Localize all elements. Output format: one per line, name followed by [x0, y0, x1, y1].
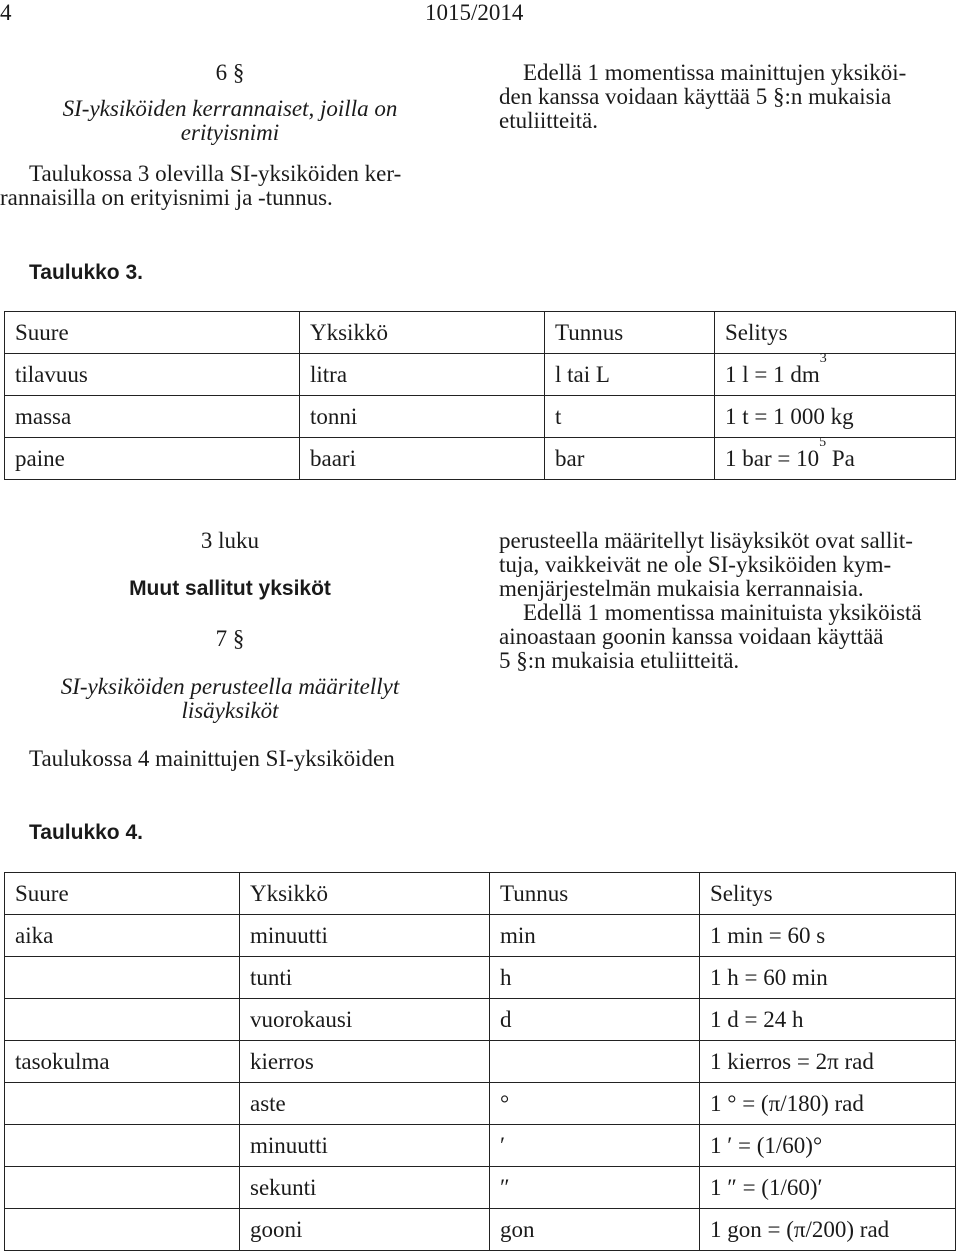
table-cell: min: [490, 915, 700, 957]
section-6-body-line2: rannaisilla on erityisnimi ja -tunnus.: [0, 185, 333, 210]
section-6-body: [0, 161, 460, 210]
table-4-header-selitys: Selitys: [700, 873, 956, 915]
table-cell: minuutti: [240, 915, 490, 957]
table-cell: [5, 1209, 240, 1251]
section-6-heading-line2: erityisnimi: [180, 120, 280, 145]
page-number: 4: [0, 0, 12, 25]
table-cell: tunti: [240, 957, 490, 999]
table-cell: 1 d = 24 h: [700, 999, 956, 1041]
section-7-heading-line1: SI-yksiköiden perusteella määritellyt: [60, 674, 400, 699]
right-mid-line5: ainoastaan goonin kanssa voidaan käyttää: [499, 624, 884, 649]
section-6-heading: [0, 97, 460, 145]
table-cell: h: [490, 957, 700, 999]
right-mid-line6: 5 §:n mukaisia etuliitteitä.: [499, 648, 740, 673]
right-mid-paragraph: [499, 529, 956, 673]
table-row: [5, 999, 956, 1041]
section-6-heading-line1: SI-yksiköiden kerrannaiset, joilla on: [62, 96, 398, 121]
table-cell: aste: [240, 1083, 490, 1125]
table-row: [5, 438, 956, 480]
right-mid-line1: perusteella määritellyt lisäyksiköt ovat sallit-: [499, 528, 913, 553]
table-cell: l tai L: [545, 354, 715, 396]
table-row: [5, 1083, 956, 1125]
chapter-3-number: 3 luku: [200, 528, 260, 553]
table-row: [5, 1167, 956, 1209]
right-top-line3: etuliitteitä.: [499, 108, 598, 133]
table-cell: gon: [490, 1209, 700, 1251]
table-4-header-yksikko: Yksikkö: [240, 873, 490, 915]
table-3: [4, 311, 956, 480]
section-6-number: 6 §: [215, 60, 245, 85]
right-top-paragraph: [499, 61, 956, 133]
section-7-heading-line2: lisäyksiköt: [181, 698, 279, 723]
table-cell: [5, 1167, 240, 1209]
table-cell: aika: [5, 915, 240, 957]
table-cell: [715, 396, 956, 438]
section-7-number: 7 §: [215, 626, 245, 651]
table-cell: 1 kierros = 2π rad: [700, 1041, 956, 1083]
table-4-header-row: [5, 873, 956, 915]
table-cell: [5, 957, 240, 999]
table-4: [4, 872, 956, 1251]
table-cell: litra: [300, 354, 545, 396]
table-4-header-tunnus: Tunnus: [490, 873, 700, 915]
table-cell: sekunti: [240, 1167, 490, 1209]
chapter-3-title: Muut sallitut yksiköt: [129, 577, 331, 600]
right-top-line1: Edellä 1 momentissa mainittujen yksiköi-: [523, 60, 907, 85]
superscript: 3: [819, 350, 827, 366]
table-cell: d: [490, 999, 700, 1041]
table-3-header-selitys: Selitys: [715, 312, 956, 354]
table-cell: 1 gon = (π/200) rad: [700, 1209, 956, 1251]
table-cell: tonni: [300, 396, 545, 438]
table-cell: gooni: [240, 1209, 490, 1251]
table-3-header-suure: Suure: [5, 312, 300, 354]
table-cell: [5, 1083, 240, 1125]
table-cell: [715, 434, 956, 480]
right-top-line2: den kanssa voidaan käyttää 5 §:n mukaisia: [499, 84, 892, 109]
table-3-caption: Taulukko 3.: [29, 261, 143, 284]
selitys-text: 1 t = 1 000 kg: [725, 403, 854, 429]
table-cell: 1 h = 60 min: [700, 957, 956, 999]
table-cell: baari: [300, 438, 545, 480]
table-cell: ″: [490, 1167, 700, 1209]
right-mid-line3: menjärjestelmän mukaisia kerrannaisia.: [499, 576, 864, 601]
selitys-text: 1 l = 1 dm: [725, 361, 820, 387]
table-row: [5, 354, 956, 396]
section-7-body-start: Taulukossa 4 mainittujen SI-yksiköiden: [29, 746, 395, 771]
table-row: [5, 396, 956, 438]
table-cell: minuutti: [240, 1125, 490, 1167]
superscript: 5: [819, 434, 827, 450]
table-row: [5, 915, 956, 957]
table-row: [5, 957, 956, 999]
table-cell: paine: [5, 438, 300, 480]
selitys-text: 1 bar = 10: [725, 445, 820, 471]
table-cell: bar: [545, 438, 715, 480]
right-mid-line2: tuja, vaikkeivät ne ole SI-yksiköiden kym-: [499, 552, 892, 577]
table-row: [5, 1209, 956, 1251]
table-3-header-yksikko: Yksikkö: [300, 312, 545, 354]
table-cell: 1 ″ = (1/60)′: [700, 1167, 956, 1209]
table-cell: 1 ′ = (1/60)°: [700, 1125, 956, 1167]
table-4-caption: Taulukko 4.: [29, 821, 143, 844]
table-cell: [5, 999, 240, 1041]
table-cell: ′: [490, 1125, 700, 1167]
table-cell: [5, 1125, 240, 1167]
table-4-header-suure: Suure: [5, 873, 240, 915]
table-cell: °: [490, 1083, 700, 1125]
section-7-heading: [0, 675, 460, 723]
section-6-body-line1: Taulukossa 3 olevilla SI-yksiköiden ker-: [29, 161, 402, 186]
table-cell: vuorokausi: [240, 999, 490, 1041]
table-3-header-row: [5, 312, 956, 354]
table-cell: tilavuus: [5, 354, 300, 396]
table-3-header-tunnus: Tunnus: [545, 312, 715, 354]
table-cell: t: [545, 396, 715, 438]
table-cell: 1 ° = (π/180) rad: [700, 1083, 956, 1125]
table-cell: kierros: [240, 1041, 490, 1083]
table-cell: tasokulma: [5, 1041, 240, 1083]
table-cell: massa: [5, 396, 300, 438]
table-row: [5, 1041, 956, 1083]
table-row: [5, 1125, 956, 1167]
table-cell: [490, 1041, 700, 1083]
selitys-suffix: Pa: [826, 445, 855, 471]
table-cell: [715, 350, 956, 396]
right-mid-line4: Edellä 1 momentissa mainituista yksiköistä: [523, 600, 922, 625]
table-cell: 1 min = 60 s: [700, 915, 956, 957]
document-number: 1015/2014: [425, 0, 524, 25]
